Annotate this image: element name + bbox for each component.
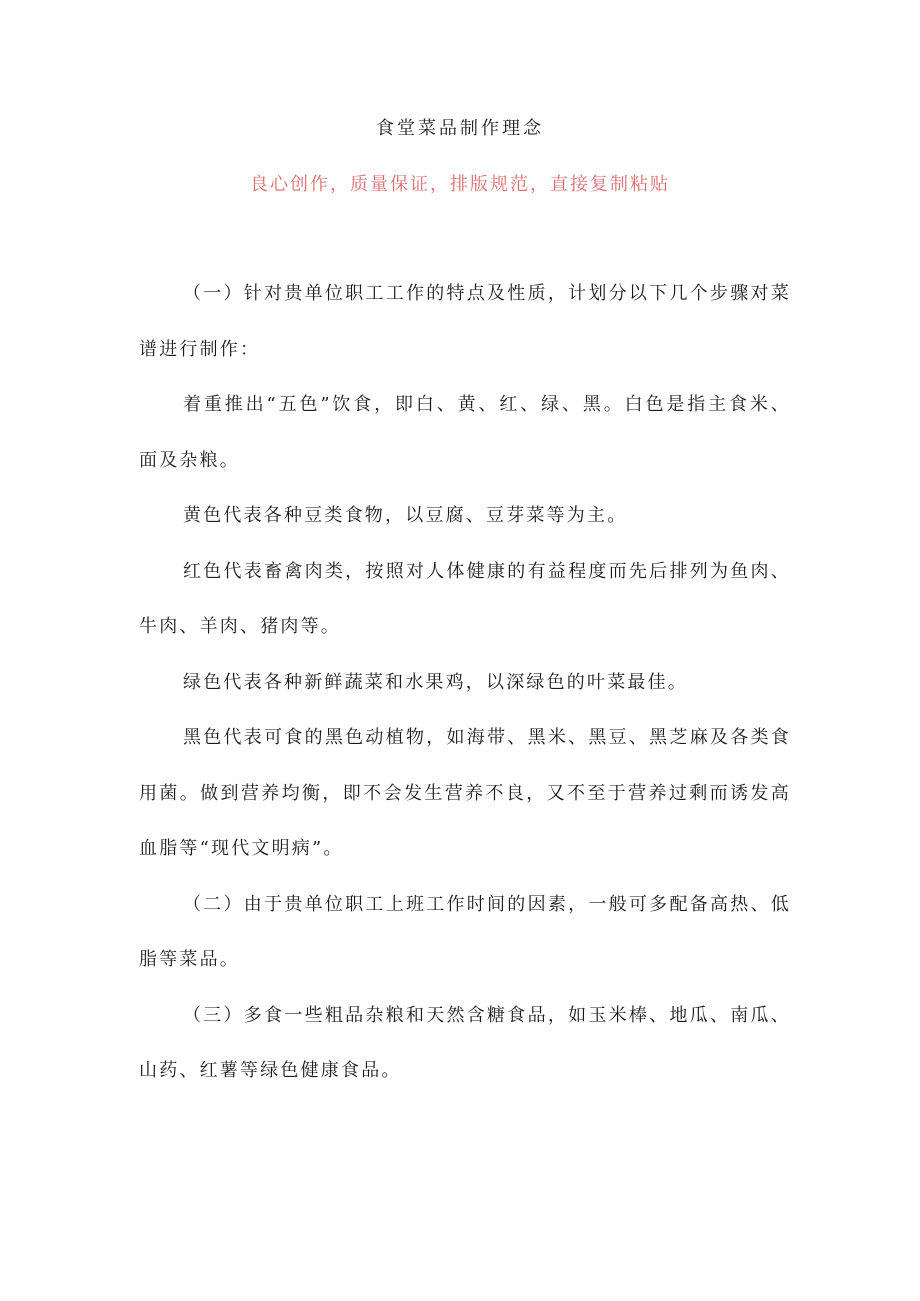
paragraph-2: 着重推出“五色”饮食，即白、黄、红、绿、黑。白色是指主食米、面及杂粮。 — [139, 394, 791, 471]
paragraph-6: 黑色代表可食的黑色动植物，如海带、黑米、黑豆、黑芝麻及各类食用菌。做到营养均衡，即不会发生营养不良，又不至于营养过剩而诱发高血脂等“现代文明病”。 — [139, 727, 791, 859]
page-title: 食堂菜品制作理念 — [376, 118, 544, 139]
paragraph-1: （一）针对贵单位职工工作的特点及性质，计划分以下几个步骤对菜谱进行制作： — [139, 283, 791, 360]
paragraph-5: 绿色代表各种新鲜蔬菜和水果鸡，以深绿色的叶菜最佳。 — [183, 671, 688, 693]
document-body — [139, 266, 791, 1099]
paragraph-7: （二）由于贵单位职工上班工作时间的因素，一般可多配备高热、低脂等菜品。 — [139, 893, 791, 970]
paragraph-3: 黄色代表各种豆类食物，以豆腐、豆芽菜等为主。 — [183, 505, 628, 526]
paragraph-4: 红色代表畜禽肉类，按照对人体健康的有益程度而先后排列为鱼肉、牛肉、羊肉、猪肉等。 — [139, 560, 791, 637]
page-subtitle: 良心创作，质量保证，排版规范，直接复制粘贴 — [250, 174, 670, 195]
paragraph-8: （三）多食一些粗品杂粮和天然含糖食品，如玉米棒、地瓜、南瓜、山药、红薯等绿色健康食品。 — [139, 1004, 791, 1081]
